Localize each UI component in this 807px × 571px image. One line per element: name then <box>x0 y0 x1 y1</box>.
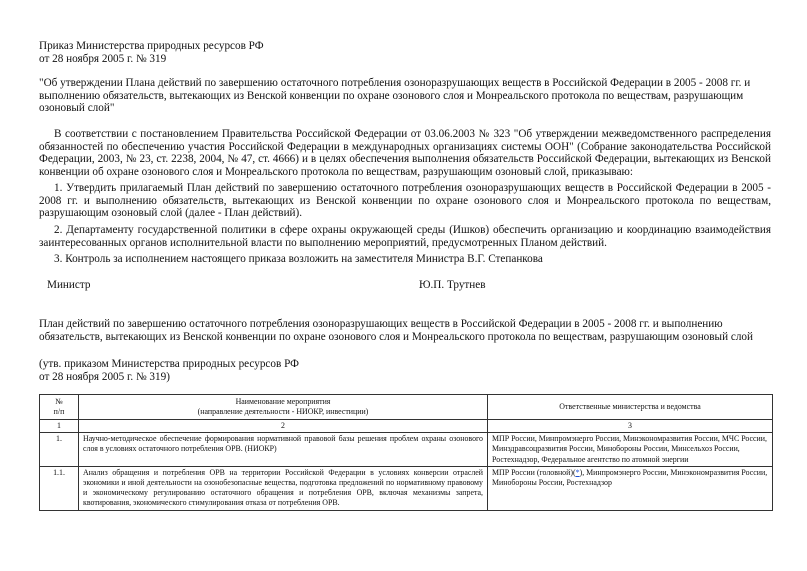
order-item-1: 1. Утвердить прилагаемый План действий по завершению остаточного потребления озоноразрушающих веществ в Российской Федерации в 2005 - 2008 гг. и выполнению обязательств, вытекающих из Венской конвенции по охране озонового слоя и Монреальского протокола по веществам, разрушающим озоновый слой (далее - План действий). <box>39 182 771 220</box>
row-number: 1. <box>40 433 79 467</box>
responsible-lead: МПР России (головной) <box>492 467 573 477</box>
table-header-row <box>40 395 773 420</box>
column-number-2: 2 <box>79 420 488 433</box>
plan-table <box>39 394 773 511</box>
row-activity: Анализ обращения и потребления ОРВ на территории Российской Федерации в условиях конверсии отраслей экономики и иной деятельности на озонобезопасные вещества, подготовка предложений по нормативному правовому и экономическому регулированию остаточного обращения и потребления ОРВ, включая механизмы запрета, квотирования, экономического стимулирования отказа от потребления ОРВ. <box>79 466 488 510</box>
column-number-row <box>40 420 773 433</box>
preamble-paragraph: В соответствии с постановлением Правительства Российской Федерации от 03.06.2003 № 323 "Об утверждении межведомственного распределения обязанностей по обеспечению участия Российской Федерации в международных организациях системы ООН" (Собрание законодательства Российской Федерации, 2003, № 23, ст. 2238, 2004, № 47, ст. 4666) и в целях обеспечения выполнения обязательств Российской Федерации, вытекающих из Венской конвенции об охране озонового слоя и Монреальского протокола по веществам, разрушающим озоновый слой, приказываю: <box>39 128 771 178</box>
plan-approval-note <box>39 358 771 383</box>
title-line-1: Приказ Министерства природных ресурсов РФ <box>39 40 264 52</box>
order-item-3: 3. Контроль за исполнением настоящего приказа возложить на заместителя Министра В.Г. Степанкова <box>54 253 543 265</box>
row-activity: Научно-методическое обеспечение формирования нормативной правовой базы решения проблем охраны озонового слоя в условиях остаточного потребления ОРВ. (НИОКР) <box>79 433 488 467</box>
table-row <box>40 466 773 510</box>
column-number-3: 3 <box>488 420 773 433</box>
footnote-link[interactable]: * <box>575 467 580 477</box>
row-number: 1.1. <box>40 466 79 510</box>
plan-title: План действий по завершению остаточного потребления озоноразрушающих веществ в Российской Федерации в 2005 - 2008 гг. и выполнению обязательств, вытекающих из Венской конвенции по охране озонового слоя и Монреальского протокола по веществам, разрушающим озоновый слой <box>39 318 753 343</box>
approval-line-1: (утв. приказом Министерства природных ресурсов РФ <box>39 358 299 370</box>
document-title <box>39 40 771 65</box>
responsible-rest: , Минпромэнерго России, Минэкономразвития России, Минобороны России, Ростехнадзор <box>492 467 768 488</box>
row-responsible: МПР России, Минпромэнерго России, Минэкономразвития России, МЧС России, Минздравсоцразвития России, Минобороны России, Минсельхоз России, Ростехнадзор, Федеральное агентство по атомной энергии <box>488 433 773 467</box>
order-item-2: 2. Департаменту государственной политики в сфере охраны окружающей среды (Ишков) обеспечить организацию и координацию взаимодействия заинтересованных органов исполнительной власти по выполнению мероприятий, предусмотренных Планом действий. <box>39 224 771 249</box>
header-activity-line-2: (направление деятельности - НИОКР, инвестиции) <box>197 407 369 416</box>
title-line-2: от 28 ноября 2005 г. № 319 <box>39 52 167 65</box>
signature-position: Министр <box>47 279 91 291</box>
header-activity-line-1: Наименование мероприятия <box>235 396 331 406</box>
header-number-line-1: № <box>55 396 63 406</box>
header-number-line-2: п/п <box>53 407 65 416</box>
header-activity <box>79 395 488 420</box>
header-responsible: Ответственные министерства и ведомства <box>488 395 773 420</box>
header-number <box>40 395 79 420</box>
row-responsible: МПР России (головной)(*), Минпромэнерго России, Минэкономразвития России, Минобороны России, Ростехнадзор <box>488 466 773 510</box>
column-number-1: 1 <box>40 420 79 433</box>
document-subject: "Об утверждении Плана действий по завершению остаточного потребления озоноразрушающих веществ в Российской Федерации в 2005 - 2008 гг. и выполнению обязательств, вытекающих из Венской конвенции по охране озонового слоя и Монреальского протокола по веществам, разрушающим озоновый слой" <box>39 77 751 115</box>
approval-line-2: от 28 ноября 2005 г. № 319) <box>39 370 170 383</box>
table-row <box>40 433 773 467</box>
signature-name: Ю.П. Трутнев <box>419 279 486 291</box>
